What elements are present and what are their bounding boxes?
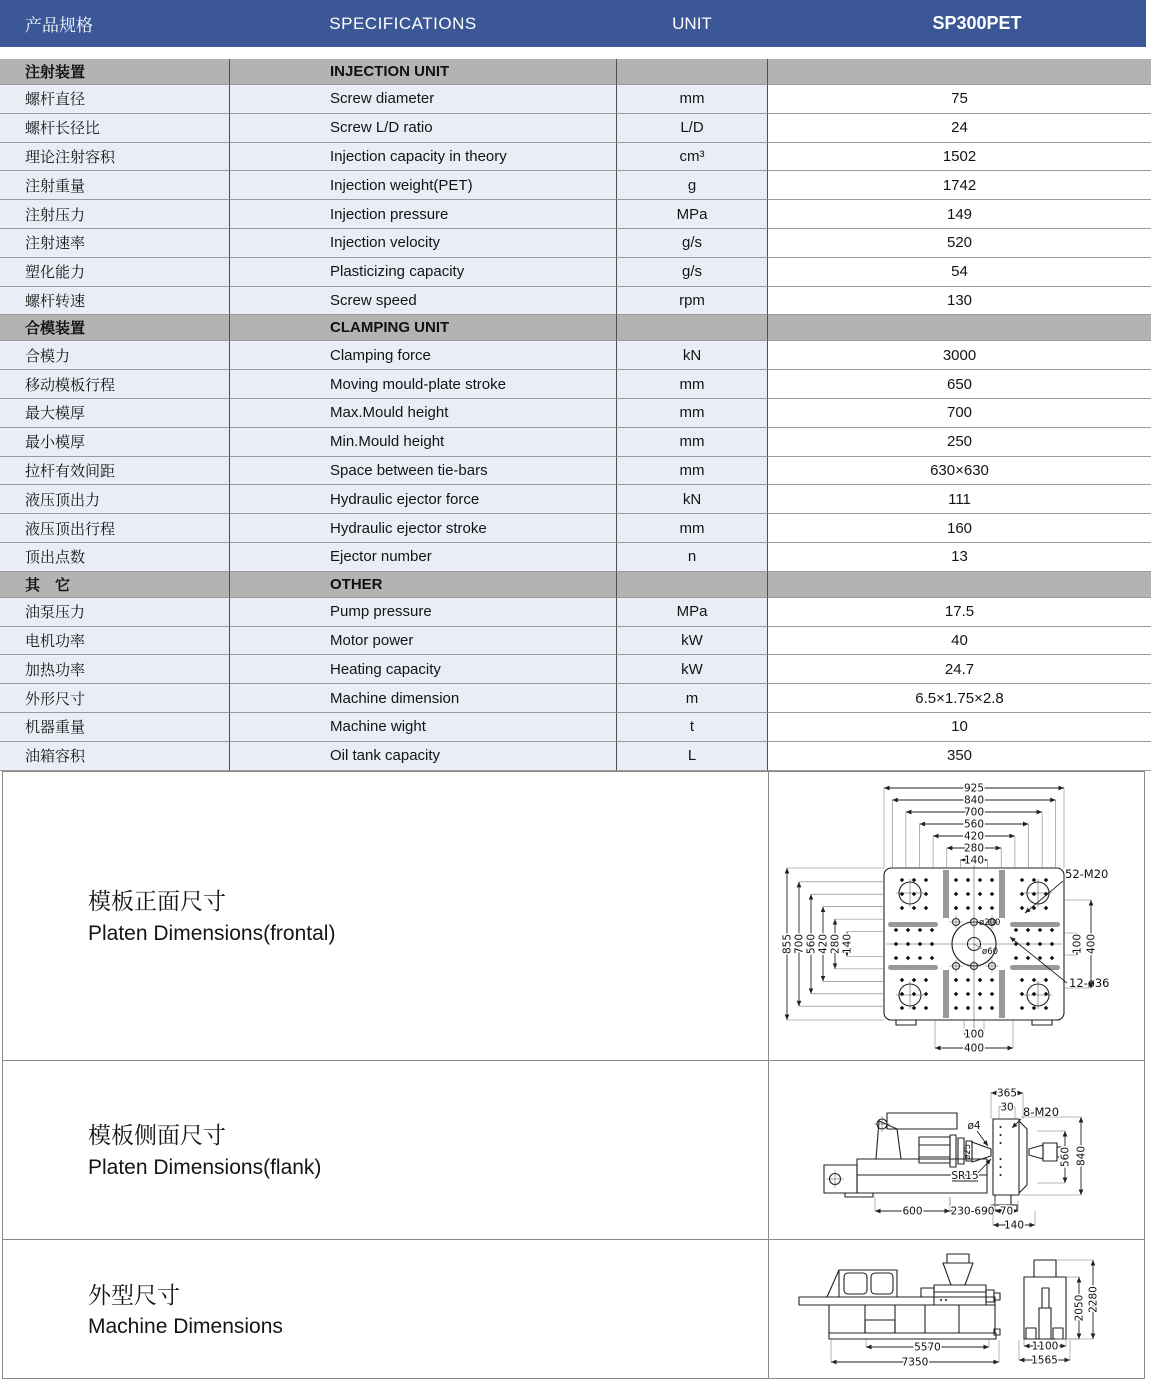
dim-label: 400	[963, 1042, 985, 1055]
platen-hole-dots	[1000, 1126, 1002, 1176]
drawing-shape	[1029, 1145, 1043, 1159]
spec-label-en: Oil tank capacity	[230, 742, 617, 771]
drawing-shape	[1043, 1143, 1057, 1161]
diagram-title-cn: 外型尺寸	[88, 1281, 180, 1308]
diagram-title-en: Platen Dimensions(flank)	[88, 1155, 322, 1179]
drawing-shape	[1010, 965, 1060, 970]
drawing-shape	[999, 970, 1005, 1018]
dim-label: 840	[1075, 1145, 1088, 1167]
drawing-shape	[1012, 1119, 1021, 1128]
section-title-en: CLAMPING UNIT	[230, 315, 617, 341]
spec-value: 149	[768, 200, 1151, 229]
drawing-shape	[950, 1135, 956, 1167]
spec-value: 13	[768, 543, 1151, 572]
spec-value: 1502	[768, 143, 1151, 172]
drawing-shape	[1034, 1260, 1056, 1277]
dim-label: 140	[963, 854, 985, 867]
section-row	[0, 315, 1151, 341]
spec-label-en: Heating capacity	[230, 655, 617, 684]
drawing-shape	[839, 1270, 897, 1297]
drawing-shape	[829, 1305, 995, 1333]
spec-row	[0, 114, 1151, 143]
spec-row	[0, 171, 1151, 200]
spec-label-cn: 塑化能力	[0, 258, 230, 287]
spec-unit: kN	[617, 485, 768, 514]
spec-label-en: Moving mould-plate stroke	[230, 370, 617, 399]
dim-label: 140	[1003, 1219, 1025, 1232]
spec-value: 630×630	[768, 457, 1151, 486]
spec-label-cn: 注射重量	[0, 171, 230, 200]
spec-label-en: Motor power	[230, 627, 617, 656]
drawing-shape	[1053, 1328, 1063, 1339]
spec-row	[0, 485, 1151, 514]
nozzle-radius-label: SR15	[951, 1170, 979, 1182]
dim-label: 700	[793, 933, 806, 955]
spec-value: 160	[768, 514, 1151, 543]
dim-label: 700	[963, 806, 985, 819]
spec-unit: rpm	[617, 287, 768, 316]
spec-label-cn: 液压顶出行程	[0, 514, 230, 543]
section-title-cn: 注射装置	[0, 59, 230, 85]
drawing-shape	[896, 1020, 916, 1025]
spec-row	[0, 258, 1151, 287]
drawing-shape	[943, 970, 949, 1018]
spec-unit: mm	[617, 514, 768, 543]
spec-unit: kN	[617, 341, 768, 370]
spec-label-en: Machine wight	[230, 713, 617, 742]
mount-bolt-symbols	[827, 1116, 891, 1188]
spec-label-cn: 注射速率	[0, 229, 230, 258]
drawing-shape	[829, 1333, 996, 1339]
spec-label-en: Injection weight(PET)	[230, 171, 617, 200]
spec-label-en: Space between tie-bars	[230, 457, 617, 486]
spec-label-en: Plasticizing capacity	[230, 258, 617, 287]
section-unit-cell	[617, 59, 768, 85]
drawing-shape	[921, 1288, 934, 1297]
dim-label: 280	[829, 933, 842, 955]
dim-label: 100	[963, 1028, 985, 1041]
dim-label: 560	[805, 933, 818, 955]
drawing-shape	[1000, 1174, 1002, 1176]
machine-end-view	[1024, 1260, 1066, 1339]
dim-label: 855	[781, 933, 794, 955]
spec-unit: kW	[617, 655, 768, 684]
spec-unit: mm	[617, 399, 768, 428]
header-product-spec: 产品规格	[25, 16, 93, 35]
dim-label: 420	[963, 830, 985, 843]
dim-label: 2280	[1087, 1286, 1100, 1313]
spec-row	[0, 341, 1151, 370]
spec-value: 24	[768, 114, 1151, 143]
drawing-shape	[1039, 1308, 1051, 1339]
spec-row	[0, 200, 1151, 229]
section-row	[0, 59, 1151, 85]
dim-label: 420	[817, 933, 830, 955]
dim-label: 400	[1085, 933, 1098, 955]
drawing-shape	[888, 965, 938, 970]
nozzle-dia-label: ø25	[963, 1143, 973, 1161]
section-title-en: INJECTION UNIT	[230, 59, 617, 85]
spec-label-en: Screw speed	[230, 287, 617, 316]
spec-label-cn: 油箱容积	[0, 742, 230, 771]
spec-value: 75	[768, 85, 1151, 114]
nozzle-orifice-label: ø4	[967, 1120, 981, 1132]
flank-machine-profile	[824, 1113, 1062, 1210]
diagram-label-frontal	[3, 772, 769, 1060]
drawing-shape	[1000, 1166, 1002, 1168]
spec-label-cn: 最大模厚	[0, 399, 230, 428]
drawing-shape	[1000, 1142, 1002, 1144]
spec-label-cn: 液压顶出力	[0, 485, 230, 514]
section-title-cn: 其 它	[0, 572, 230, 598]
section-value-cell	[768, 59, 1151, 85]
spec-label-cn: 拉杆有效间距	[0, 457, 230, 486]
spec-unit: t	[617, 713, 768, 742]
drawing-shape	[940, 1299, 942, 1301]
spec-value: 17.5	[768, 598, 1151, 627]
section-title-cn: 合模装置	[0, 315, 230, 341]
spec-unit: mm	[617, 85, 768, 114]
diagram-machine-dimensions	[769, 1240, 1144, 1379]
drawing-shape	[1010, 922, 1060, 927]
drawing-shape	[1042, 1288, 1049, 1308]
spec-unit: m	[617, 684, 768, 713]
spec-label-cn: 电机功率	[0, 627, 230, 656]
drawing-shape	[934, 1285, 986, 1305]
spec-unit: n	[617, 543, 768, 572]
spec-row	[0, 742, 1151, 771]
spec-label-en: Hydraulic ejector stroke	[230, 514, 617, 543]
dim-label: 600	[902, 1205, 923, 1218]
spec-row	[0, 229, 1151, 258]
callout-12-o36: 12-ø36	[1069, 976, 1110, 990]
frontal-callouts	[979, 867, 1109, 990]
spec-row	[0, 143, 1151, 172]
spec-label-cn: 外形尺寸	[0, 684, 230, 713]
section-title-en: OTHER	[230, 572, 617, 598]
drawing-shape	[995, 1195, 1011, 1205]
dimension-chains	[781, 782, 1097, 1054]
spec-unit: mm	[617, 370, 768, 399]
flank-platen-drawing	[769, 1061, 1143, 1238]
diagram-title-cn: 模板侧面尺寸	[88, 1122, 226, 1149]
diagram-title-en: Platen Dimensions(frontal)	[88, 921, 336, 945]
drawing-shape	[993, 1119, 1019, 1195]
spec-label-cn: 顶出点数	[0, 543, 230, 572]
diagram-label-flank	[3, 1061, 769, 1239]
spec-value: 130	[768, 287, 1151, 316]
spec-value: 520	[768, 229, 1151, 258]
drawing-shape	[1000, 1134, 1002, 1136]
spec-row	[0, 627, 1151, 656]
diagram-row-machine	[3, 1240, 1144, 1379]
drawing-shape	[827, 1270, 839, 1297]
drawing-shape	[943, 870, 949, 918]
drawing-shape	[945, 1299, 947, 1301]
spec-row	[0, 598, 1151, 627]
section-row	[0, 572, 1151, 598]
spec-label-en: Injection pressure	[230, 200, 617, 229]
spec-value: 10	[768, 713, 1151, 742]
dim-label: 70	[999, 1205, 1014, 1218]
spec-unit: MPa	[617, 200, 768, 229]
drawing-shape	[888, 922, 938, 927]
diagram-label-machine	[3, 1240, 769, 1379]
drawing-shape	[947, 1254, 969, 1263]
frontal-platen-drawing	[769, 772, 1143, 1059]
spec-label-cn: 加热功率	[0, 655, 230, 684]
drawing-shape	[999, 870, 1005, 918]
ring-diameter-label: ø200	[979, 918, 1001, 928]
dim-label: 2050	[1073, 1294, 1086, 1322]
hole-diameter-label: ø60	[982, 947, 999, 957]
dim-label: 100	[1071, 933, 1084, 955]
spec-row	[0, 457, 1151, 486]
spec-row	[0, 399, 1151, 428]
drawing-shape	[865, 1320, 895, 1333]
drawing-shape	[1032, 1020, 1052, 1025]
spec-label-en: Hydraulic ejector force	[230, 485, 617, 514]
dim-label: 230-690	[950, 1205, 995, 1218]
dim-label: 925	[963, 782, 985, 795]
spec-unit: MPa	[617, 598, 768, 627]
drawing-shape	[1000, 1158, 1002, 1160]
spec-unit: g/s	[617, 229, 768, 258]
spec-label-cn: 油泵压力	[0, 598, 230, 627]
drawing-shape	[845, 1193, 873, 1197]
drawing-shape	[986, 1290, 994, 1302]
spec-unit: cm³	[617, 143, 768, 172]
spec-unit: g	[617, 171, 768, 200]
spec-row	[0, 428, 1151, 457]
drawing-shape	[799, 1297, 995, 1305]
spec-label-cn: 最小模厚	[0, 428, 230, 457]
dim-label: 1565	[1031, 1354, 1058, 1367]
spec-unit: L	[617, 742, 768, 771]
spec-value: 1742	[768, 171, 1151, 200]
spec-value: 350	[768, 742, 1151, 771]
machine-side-view	[799, 1254, 1000, 1339]
spec-table	[0, 59, 1151, 771]
diagram-row-flank	[3, 1061, 1144, 1240]
diagram-flank-platen	[769, 1061, 1144, 1239]
spec-row	[0, 85, 1151, 114]
dim-label: 840	[963, 794, 985, 807]
spec-unit: L/D	[617, 114, 768, 143]
header-model: SP300PET	[932, 13, 1022, 33]
spec-label-cn: 移动模板行程	[0, 370, 230, 399]
spec-value: 650	[768, 370, 1151, 399]
dim-label: 30	[1000, 1101, 1014, 1114]
spec-row	[0, 370, 1151, 399]
diagrams-panel	[2, 771, 1145, 1379]
spec-label-en: Screw L/D ratio	[230, 114, 617, 143]
spec-label-en: Screw diameter	[230, 85, 617, 114]
dim-label: 7350	[901, 1356, 929, 1369]
dim-label: 560	[963, 818, 985, 831]
spec-label-cn: 螺杆转速	[0, 287, 230, 316]
drawing-shape	[876, 1121, 901, 1159]
drawing-shape	[871, 1273, 893, 1294]
drawing-shape	[943, 1263, 973, 1285]
spec-label-en: Injection velocity	[230, 229, 617, 258]
detail-dots	[940, 1299, 947, 1301]
spec-row	[0, 543, 1151, 572]
spec-value: 6.5×1.75×2.8	[768, 684, 1151, 713]
spec-value: 250	[768, 428, 1151, 457]
spec-label-en: Clamping force	[230, 341, 617, 370]
diagram-frontal-platen	[769, 772, 1144, 1060]
spec-label-cn: 合模力	[0, 341, 230, 370]
section-value-cell	[768, 315, 1151, 341]
spec-unit: kW	[617, 627, 768, 656]
spec-row	[0, 655, 1151, 684]
spec-label-cn: 机器重量	[0, 713, 230, 742]
spec-row	[0, 514, 1151, 543]
callout-52-M20: 52-M20	[1065, 867, 1109, 881]
spec-label-cn: 螺杆长径比	[0, 114, 230, 143]
spec-value: 111	[768, 485, 1151, 514]
spec-unit: g/s	[617, 258, 768, 287]
drawing-shape	[1000, 1126, 1002, 1128]
spec-label-cn: 理论注射容积	[0, 143, 230, 172]
spec-value: 54	[768, 258, 1151, 287]
spec-label-cn: 螺杆直径	[0, 85, 230, 114]
diagram-title-cn: 模板正面尺寸	[88, 888, 226, 915]
dim-label: 5570	[914, 1341, 941, 1354]
diagram-row-frontal	[3, 772, 1144, 1061]
section-unit-cell	[617, 572, 768, 598]
drawing-shape	[1026, 1328, 1036, 1339]
table-header	[0, 0, 1146, 47]
spec-unit: mm	[617, 457, 768, 486]
spec-label-en: Pump pressure	[230, 598, 617, 627]
spec-label-en: Machine dimension	[230, 684, 617, 713]
spec-row	[0, 684, 1151, 713]
dim-label: 140	[841, 933, 854, 955]
spec-label-en: Injection capacity in theory	[230, 143, 617, 172]
spec-value: 700	[768, 399, 1151, 428]
drawing-shape	[1019, 1121, 1027, 1193]
spec-label-en: Ejector number	[230, 543, 617, 572]
section-value-cell	[768, 572, 1151, 598]
dim-label: 280	[963, 842, 985, 855]
spec-value: 40	[768, 627, 1151, 656]
dim-label: 1100	[1031, 1340, 1059, 1353]
spec-value: 24.7	[768, 655, 1151, 684]
header-unit: UNIT	[672, 13, 712, 33]
header-specifications: SPECIFICATIONS	[329, 13, 477, 33]
drawing-shape	[844, 1273, 867, 1294]
spec-unit: mm	[617, 428, 768, 457]
drawing-shape	[977, 1131, 988, 1146]
callout-8-M20: 8-M20	[1023, 1105, 1060, 1119]
spec-label-en: Min.Mould height	[230, 428, 617, 457]
section-unit-cell	[617, 315, 768, 341]
diagram-title-en: Machine Dimensions	[88, 1315, 283, 1339]
spec-label-cn: 注射压力	[0, 200, 230, 229]
dim-label: 560	[1059, 1146, 1072, 1168]
drawing-shape	[887, 1113, 957, 1129]
dim-label: 365	[996, 1087, 1018, 1100]
spec-label-en: Max.Mould height	[230, 399, 617, 428]
spec-value: 3000	[768, 341, 1151, 370]
drawing-shape	[978, 1159, 991, 1173]
machine-dimensions-drawing	[769, 1240, 1143, 1379]
spec-row	[0, 713, 1151, 742]
spec-row	[0, 287, 1151, 316]
